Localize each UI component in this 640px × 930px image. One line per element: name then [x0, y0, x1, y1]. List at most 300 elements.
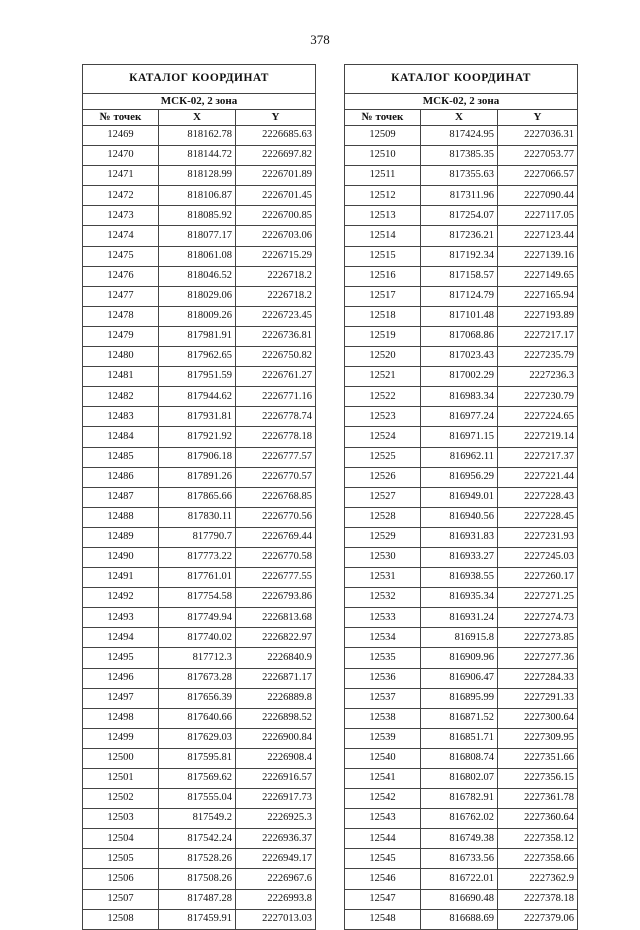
table-row — [83, 849, 316, 869]
y-coordinate: 2227271.25 — [498, 588, 578, 608]
table-row — [345, 226, 578, 246]
point-number: 12516 — [345, 266, 421, 286]
point-number: 12542 — [345, 789, 421, 809]
table-row — [345, 347, 578, 367]
x-coordinate: 816940.56 — [421, 507, 498, 527]
table-row — [83, 789, 316, 809]
x-coordinate: 816895.99 — [421, 688, 498, 708]
y-coordinate: 2226685.63 — [236, 126, 316, 146]
table-row — [83, 226, 316, 246]
y-coordinate: 2226750.82 — [236, 347, 316, 367]
point-number: 12490 — [83, 547, 159, 567]
table-row — [345, 387, 578, 407]
y-coordinate: 2227358.12 — [498, 829, 578, 849]
table-row — [83, 568, 316, 588]
y-coordinate: 2227217.17 — [498, 326, 578, 346]
point-number: 12483 — [83, 407, 159, 427]
point-number: 12492 — [83, 588, 159, 608]
point-number: 12514 — [345, 226, 421, 246]
table-row — [83, 628, 316, 648]
table-row — [345, 126, 578, 146]
column-header-y: Y — [498, 110, 578, 126]
x-coordinate: 818046.52 — [159, 266, 236, 286]
y-coordinate: 2226925.3 — [236, 809, 316, 829]
x-coordinate: 817569.62 — [159, 769, 236, 789]
table-row — [83, 166, 316, 186]
x-coordinate: 817754.58 — [159, 588, 236, 608]
point-number: 12473 — [83, 206, 159, 226]
point-number: 12529 — [345, 527, 421, 547]
y-coordinate: 2227379.06 — [498, 909, 578, 929]
y-coordinate: 2226718.2 — [236, 286, 316, 306]
x-coordinate: 817528.26 — [159, 849, 236, 869]
table-row — [345, 146, 578, 166]
point-number: 12517 — [345, 286, 421, 306]
y-coordinate: 2227378.18 — [498, 889, 578, 909]
point-number: 12548 — [345, 909, 421, 929]
point-number: 12539 — [345, 728, 421, 748]
point-number: 12474 — [83, 226, 159, 246]
point-number: 12532 — [345, 588, 421, 608]
table-row — [345, 809, 578, 829]
y-coordinate: 2226813.68 — [236, 608, 316, 628]
x-coordinate: 817595.81 — [159, 748, 236, 768]
point-number: 12488 — [83, 507, 159, 527]
table-row — [83, 347, 316, 367]
x-coordinate: 817424.95 — [421, 126, 498, 146]
x-coordinate: 817773.22 — [159, 547, 236, 567]
column-header-point-number: № точек — [345, 110, 421, 126]
table-row — [83, 869, 316, 889]
point-number: 12496 — [83, 668, 159, 688]
x-coordinate: 817192.34 — [421, 246, 498, 266]
x-coordinate: 817830.11 — [159, 507, 236, 527]
point-number: 12546 — [345, 869, 421, 889]
point-number: 12470 — [83, 146, 159, 166]
point-number: 12534 — [345, 628, 421, 648]
y-coordinate: 2227230.79 — [498, 387, 578, 407]
y-coordinate: 2227361.78 — [498, 789, 578, 809]
y-coordinate: 2226761.27 — [236, 367, 316, 387]
y-coordinate: 2226793.86 — [236, 588, 316, 608]
column-header-x: X — [159, 110, 236, 126]
table-row — [345, 527, 578, 547]
x-coordinate: 817944.62 — [159, 387, 236, 407]
y-coordinate: 2226701.45 — [236, 186, 316, 206]
point-number: 12523 — [345, 407, 421, 427]
point-number: 12543 — [345, 809, 421, 829]
point-number: 12515 — [345, 246, 421, 266]
point-number: 12538 — [345, 708, 421, 728]
point-number: 12511 — [345, 166, 421, 186]
point-number: 12477 — [83, 286, 159, 306]
y-coordinate: 2227360.64 — [498, 809, 578, 829]
x-coordinate: 817236.21 — [421, 226, 498, 246]
y-coordinate: 2227358.66 — [498, 849, 578, 869]
table-row — [345, 789, 578, 809]
y-coordinate: 2227066.57 — [498, 166, 578, 186]
point-number: 12501 — [83, 769, 159, 789]
x-coordinate: 818106.87 — [159, 186, 236, 206]
table-row — [83, 769, 316, 789]
table-row — [345, 427, 578, 447]
point-number: 12508 — [83, 909, 159, 929]
x-coordinate: 816933.27 — [421, 547, 498, 567]
x-coordinate: 816983.34 — [421, 387, 498, 407]
x-coordinate: 816808.74 — [421, 748, 498, 768]
x-coordinate: 817355.63 — [421, 166, 498, 186]
x-coordinate: 817124.79 — [421, 286, 498, 306]
point-number: 12491 — [83, 568, 159, 588]
y-coordinate: 2226703.06 — [236, 226, 316, 246]
table-row — [83, 728, 316, 748]
point-number: 12519 — [345, 326, 421, 346]
x-coordinate: 818029.06 — [159, 286, 236, 306]
y-coordinate: 2227277.36 — [498, 648, 578, 668]
table-row — [345, 588, 578, 608]
table-row — [83, 829, 316, 849]
x-coordinate: 816931.83 — [421, 527, 498, 547]
y-coordinate: 2226871.17 — [236, 668, 316, 688]
x-coordinate: 816962.11 — [421, 447, 498, 467]
table-row — [83, 206, 316, 226]
table-row — [83, 809, 316, 829]
x-coordinate: 817385.35 — [421, 146, 498, 166]
table-row — [345, 286, 578, 306]
table-row — [345, 407, 578, 427]
point-number: 12498 — [83, 708, 159, 728]
y-coordinate: 2226723.45 — [236, 306, 316, 326]
column-header-x: X — [421, 110, 498, 126]
y-coordinate: 2227053.77 — [498, 146, 578, 166]
x-coordinate: 816782.91 — [421, 789, 498, 809]
table-row — [345, 467, 578, 487]
table-row — [345, 547, 578, 567]
y-coordinate: 2226949.17 — [236, 849, 316, 869]
x-coordinate: 817740.02 — [159, 628, 236, 648]
y-coordinate: 2227235.79 — [498, 347, 578, 367]
y-coordinate: 2226936.37 — [236, 829, 316, 849]
y-coordinate: 2227260.17 — [498, 568, 578, 588]
x-coordinate: 817761.01 — [159, 568, 236, 588]
point-number: 12513 — [345, 206, 421, 226]
y-coordinate: 2227356.15 — [498, 769, 578, 789]
table-row — [345, 326, 578, 346]
table-row — [345, 507, 578, 527]
point-number: 12533 — [345, 608, 421, 628]
point-number: 12486 — [83, 467, 159, 487]
point-number: 12536 — [345, 668, 421, 688]
point-number: 12503 — [83, 809, 159, 829]
point-number: 12520 — [345, 347, 421, 367]
x-coordinate: 816762.02 — [421, 809, 498, 829]
y-coordinate: 2226718.2 — [236, 266, 316, 286]
x-coordinate: 818077.17 — [159, 226, 236, 246]
y-coordinate: 2226898.52 — [236, 708, 316, 728]
x-coordinate: 818085.92 — [159, 206, 236, 226]
table-row — [345, 769, 578, 789]
table-row — [83, 266, 316, 286]
table-row — [345, 186, 578, 206]
x-coordinate: 816938.55 — [421, 568, 498, 588]
x-coordinate: 818128.99 — [159, 166, 236, 186]
x-coordinate: 816733.56 — [421, 849, 498, 869]
y-coordinate: 2226993.8 — [236, 889, 316, 909]
x-coordinate: 816971.15 — [421, 427, 498, 447]
table-row — [345, 568, 578, 588]
x-coordinate: 817673.28 — [159, 668, 236, 688]
x-coordinate: 817921.92 — [159, 427, 236, 447]
y-coordinate: 2227284.33 — [498, 668, 578, 688]
point-number: 12504 — [83, 829, 159, 849]
y-coordinate: 2226715.29 — [236, 246, 316, 266]
y-coordinate: 2227149.65 — [498, 266, 578, 286]
y-coordinate: 2227231.93 — [498, 527, 578, 547]
y-coordinate: 2226777.57 — [236, 447, 316, 467]
point-number: 12518 — [345, 306, 421, 326]
column-header-y: Y — [236, 110, 316, 126]
y-coordinate: 2226769.44 — [236, 527, 316, 547]
point-number: 12537 — [345, 688, 421, 708]
y-coordinate: 2227090.44 — [498, 186, 578, 206]
table-row — [83, 648, 316, 668]
point-number: 12527 — [345, 487, 421, 507]
point-number: 12541 — [345, 769, 421, 789]
table-row — [83, 286, 316, 306]
y-coordinate: 2227036.31 — [498, 126, 578, 146]
x-coordinate: 817981.91 — [159, 326, 236, 346]
point-number: 12509 — [345, 126, 421, 146]
x-coordinate: 816722.01 — [421, 869, 498, 889]
point-number: 12512 — [345, 186, 421, 206]
y-coordinate: 2227217.37 — [498, 447, 578, 467]
x-coordinate: 816949.01 — [421, 487, 498, 507]
table-row — [345, 166, 578, 186]
table-row — [345, 266, 578, 286]
table-row — [345, 909, 578, 929]
y-coordinate: 2227228.45 — [498, 507, 578, 527]
catalog-subtitle: МСК-02, 2 зона — [345, 94, 578, 110]
x-coordinate: 817906.18 — [159, 447, 236, 467]
point-number: 12535 — [345, 648, 421, 668]
x-coordinate: 816909.96 — [421, 648, 498, 668]
table-row — [83, 246, 316, 266]
point-number: 12495 — [83, 648, 159, 668]
table-row — [83, 588, 316, 608]
point-number: 12480 — [83, 347, 159, 367]
point-number: 12494 — [83, 628, 159, 648]
y-coordinate: 2226770.57 — [236, 467, 316, 487]
x-coordinate: 816688.69 — [421, 909, 498, 929]
point-number: 12481 — [83, 367, 159, 387]
y-coordinate: 2227273.85 — [498, 628, 578, 648]
table-row — [345, 668, 578, 688]
point-number: 12528 — [345, 507, 421, 527]
table-row — [83, 326, 316, 346]
point-number: 12493 — [83, 608, 159, 628]
y-coordinate: 2226778.74 — [236, 407, 316, 427]
coordinate-catalog-left — [82, 64, 316, 930]
point-number: 12530 — [345, 547, 421, 567]
point-number: 12545 — [345, 849, 421, 869]
x-coordinate: 817487.28 — [159, 889, 236, 909]
point-number: 12526 — [345, 467, 421, 487]
table-row — [83, 447, 316, 467]
table-row — [83, 487, 316, 507]
point-number: 12510 — [345, 146, 421, 166]
catalog-title: КАТАЛОГ КООРДИНАТ — [83, 65, 316, 94]
point-number: 12544 — [345, 829, 421, 849]
point-number: 12502 — [83, 789, 159, 809]
x-coordinate: 816931.24 — [421, 608, 498, 628]
y-coordinate: 2226777.55 — [236, 568, 316, 588]
x-coordinate: 816802.07 — [421, 769, 498, 789]
catalog-rows — [345, 126, 578, 930]
point-number: 12479 — [83, 326, 159, 346]
x-coordinate: 818144.72 — [159, 146, 236, 166]
y-coordinate: 2226967.6 — [236, 869, 316, 889]
point-number: 12505 — [83, 849, 159, 869]
y-coordinate: 2226900.84 — [236, 728, 316, 748]
x-coordinate: 817931.81 — [159, 407, 236, 427]
y-coordinate: 2226697.82 — [236, 146, 316, 166]
table-row — [83, 608, 316, 628]
table-row — [83, 467, 316, 487]
table-row — [83, 427, 316, 447]
x-coordinate: 817656.39 — [159, 688, 236, 708]
y-coordinate: 2227228.43 — [498, 487, 578, 507]
point-number: 12472 — [83, 186, 159, 206]
point-number: 12476 — [83, 266, 159, 286]
x-coordinate: 817254.07 — [421, 206, 498, 226]
y-coordinate: 2226770.58 — [236, 547, 316, 567]
y-coordinate: 2226736.81 — [236, 326, 316, 346]
x-coordinate: 817865.66 — [159, 487, 236, 507]
catalog-title: КАТАЛОГ КООРДИНАТ — [345, 65, 578, 94]
y-coordinate: 2227221.44 — [498, 467, 578, 487]
y-coordinate: 2226917.73 — [236, 789, 316, 809]
column-header-point-number: № точек — [83, 110, 159, 126]
x-coordinate: 816977.24 — [421, 407, 498, 427]
point-number: 12471 — [83, 166, 159, 186]
x-coordinate: 817508.26 — [159, 869, 236, 889]
y-coordinate: 2226771.16 — [236, 387, 316, 407]
table-row — [345, 206, 578, 226]
y-coordinate: 2227123.44 — [498, 226, 578, 246]
table-row — [83, 367, 316, 387]
table-row — [345, 628, 578, 648]
y-coordinate: 2227139.16 — [498, 246, 578, 266]
table-row — [83, 748, 316, 768]
table-row — [345, 708, 578, 728]
table-row — [83, 527, 316, 547]
y-coordinate: 2227245.03 — [498, 547, 578, 567]
y-coordinate: 2227351.66 — [498, 748, 578, 768]
y-coordinate: 2227013.03 — [236, 909, 316, 929]
x-coordinate: 817629.03 — [159, 728, 236, 748]
point-number: 12475 — [83, 246, 159, 266]
table-row — [345, 447, 578, 467]
x-coordinate: 816871.52 — [421, 708, 498, 728]
point-number: 12507 — [83, 889, 159, 909]
x-coordinate: 817542.24 — [159, 829, 236, 849]
x-coordinate: 816935.34 — [421, 588, 498, 608]
y-coordinate: 2227236.3 — [498, 367, 578, 387]
point-number: 12482 — [83, 387, 159, 407]
table-row — [83, 387, 316, 407]
x-coordinate: 816906.47 — [421, 668, 498, 688]
x-coordinate: 817749.94 — [159, 608, 236, 628]
table-row — [345, 688, 578, 708]
x-coordinate: 817951.59 — [159, 367, 236, 387]
table-row — [83, 909, 316, 929]
point-number: 12522 — [345, 387, 421, 407]
table-row — [83, 186, 316, 206]
table-row — [83, 688, 316, 708]
table-row — [83, 146, 316, 166]
y-coordinate: 2227309.95 — [498, 728, 578, 748]
table-row — [345, 608, 578, 628]
y-coordinate: 2226840.9 — [236, 648, 316, 668]
point-number: 12487 — [83, 487, 159, 507]
x-coordinate: 816851.71 — [421, 728, 498, 748]
y-coordinate: 2226700.85 — [236, 206, 316, 226]
x-coordinate: 817962.65 — [159, 347, 236, 367]
x-coordinate: 817640.66 — [159, 708, 236, 728]
table-row — [83, 126, 316, 146]
table-row — [345, 648, 578, 668]
table-row — [345, 748, 578, 768]
y-coordinate: 2227193.89 — [498, 306, 578, 326]
y-coordinate: 2226778.18 — [236, 427, 316, 447]
catalog-rows — [83, 126, 316, 930]
x-coordinate: 817158.57 — [421, 266, 498, 286]
y-coordinate: 2227224.65 — [498, 407, 578, 427]
y-coordinate: 2226889.8 — [236, 688, 316, 708]
point-number: 12469 — [83, 126, 159, 146]
point-number: 12524 — [345, 427, 421, 447]
y-coordinate: 2227300.64 — [498, 708, 578, 728]
x-coordinate: 817891.26 — [159, 467, 236, 487]
table-row — [345, 246, 578, 266]
y-coordinate: 2226770.56 — [236, 507, 316, 527]
x-coordinate: 817002.29 — [421, 367, 498, 387]
x-coordinate: 817101.48 — [421, 306, 498, 326]
x-coordinate: 817023.43 — [421, 347, 498, 367]
table-row — [83, 306, 316, 326]
table-row — [83, 407, 316, 427]
catalog-subtitle: МСК-02, 2 зона — [83, 94, 316, 110]
x-coordinate: 817712.3 — [159, 648, 236, 668]
y-coordinate: 2226916.57 — [236, 769, 316, 789]
table-row — [83, 889, 316, 909]
point-number: 12499 — [83, 728, 159, 748]
table-row — [345, 889, 578, 909]
table-row — [345, 849, 578, 869]
point-number: 12531 — [345, 568, 421, 588]
x-coordinate: 818162.78 — [159, 126, 236, 146]
point-number: 12525 — [345, 447, 421, 467]
x-coordinate: 816749.38 — [421, 829, 498, 849]
x-coordinate: 816690.48 — [421, 889, 498, 909]
y-coordinate: 2226768.85 — [236, 487, 316, 507]
point-number: 12497 — [83, 688, 159, 708]
coordinate-catalog-right — [344, 64, 578, 930]
table-row — [345, 728, 578, 748]
point-number: 12489 — [83, 527, 159, 547]
y-coordinate: 2226701.89 — [236, 166, 316, 186]
point-number: 12500 — [83, 748, 159, 768]
